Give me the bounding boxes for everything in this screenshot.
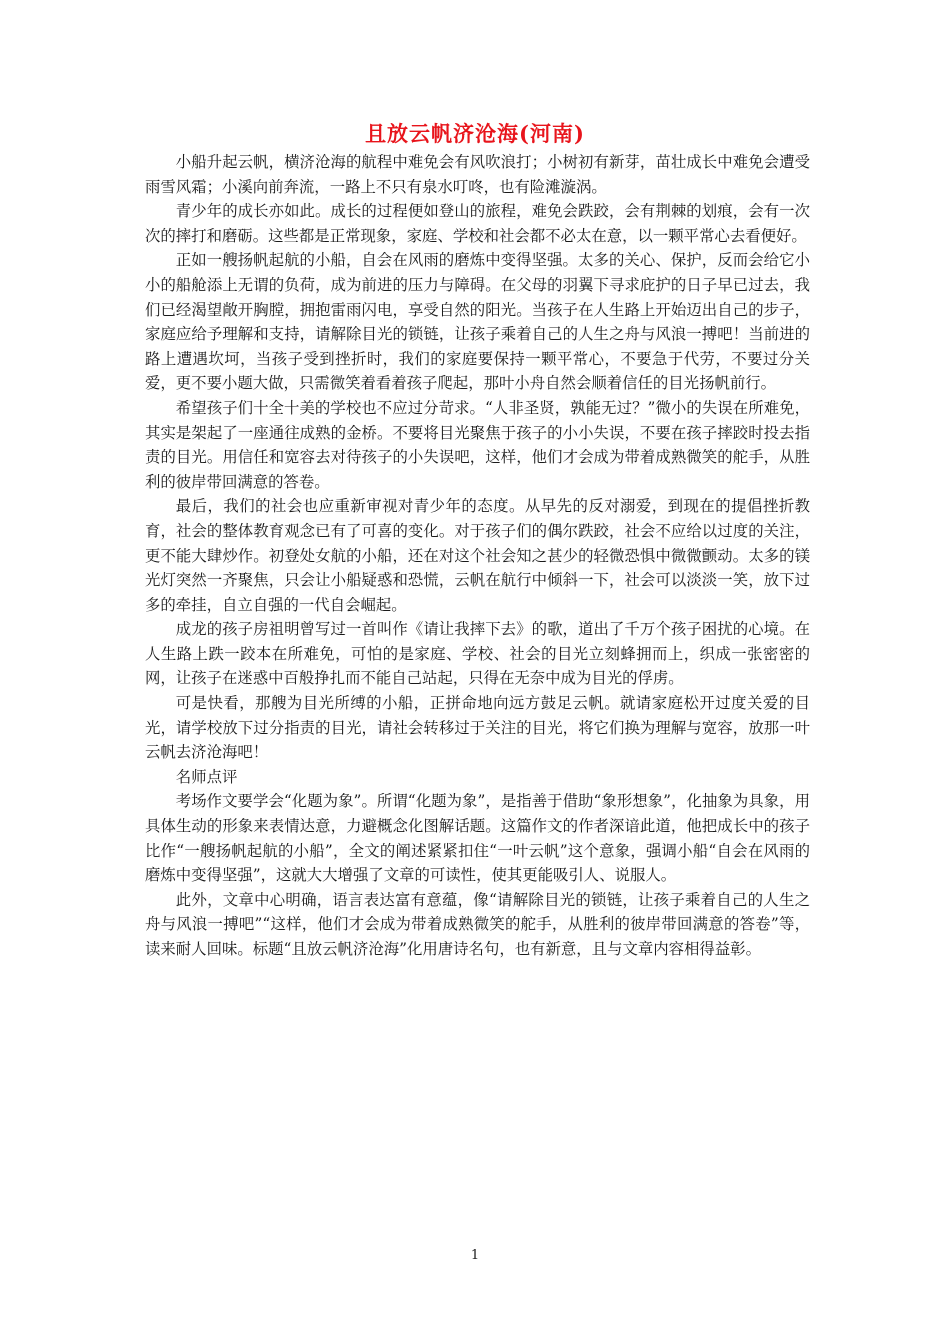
paragraph: 青少年的成长亦如此。成长的过程便如登山的旅程，难免会跌跤，会有荆棘的划痕，会有一次次的摔打和磨砺。这些都是正常现象，家庭、学校和社会都不必太在意，以一颗平常心去看便好。 (145, 202, 810, 245)
paragraph: 正如一艘扬帆起航的小船，自会在风雨的磨炼中变得坚强。太多的关心、保护，反而会给它小小的船舱添上无谓的负荷，成为前进的压力与障碍。在父母的羽翼下寻求庇护的日子早已过去，我们已经渴望敞开胸膛，拥抱雷雨闪电，享受自然的阳光。当孩子在人生路上开始迈出自己的步子，家庭应给予理解和支持，请解除目光的锁链，让孩子乘着自己的人生之舟与风浪一搏吧！当前进的路上遭遇坎坷，当孩子受到挫折时，我们的家庭要保持一颗平常心，不要急于代劳，不要过分关爱，更不要小题大做，只需微笑着看着孩子爬起，那叶小舟自然会顺着信任的目光扬帆前行。 (145, 251, 810, 393)
paragraph: 希望孩子们十全十美的学校也不应过分苛求。“人非圣贤，孰能无过？”微小的失误在所难免，其实是架起了一座通往成熟的金桥。不要将目光聚焦于孩子的小小失误，不要在孩子摔跤时投去指责的目光。用信任和宽容去对待孩子的小失误吧，这样，他们才会成为带着成熟微笑的舵手，从胜利的彼岸带回满意的答卷。 (145, 398, 810, 491)
paragraph: 考场作文要学会“化题为象”。所谓“化题为象”，是指善于借助“象形想象”，化抽象为具象，用具体生动的形象来表情达意，力避概念化图解话题。这篇作文的作者深谙此道，他把成长中的孩子比作“一艘扬帆起航的小船”，全文的阐述紧紧扣住“一叶云帆”这个意象，强调小船“自会在风雨的磨炼中变得坚强”，这就大大增强了文章的可读性，使其更能吸引人、说服人。 (145, 792, 810, 885)
comment-heading: 名师点评 (175, 767, 238, 786)
paragraph: 此外，文章中心明确，语言表达富有意蕴，像“请解除目光的锁链，让孩子乘着自己的人生之舟与风浪一搏吧”“这样，他们才会成为带着成熟微笑的舵手，从胜利的彼岸带回满意的答卷”等，读来耐人回味。标题“且放云帆济沧海”化用唐诗名句，也有新意，且与文章内容相得益彰。 (145, 890, 810, 958)
paragraph: 最后，我们的社会也应重新审视对青少年的态度。从早先的反对溺爱，到现在的提倡挫折教育，社会的整体教育观念已有了可喜的变化。对于孩子们的偶尔跌跤，社会不应给以过度的关注，更不能大肆炒作。初登处女航的小船，还在对这个社会知之甚少的轻微恐惧中微微颤动。太多的镁光灯突然一齐聚焦，只会让小船疑惑和恐慌，云帆在航行中倾斜一下，社会可以淡淡一笑，放下过多的牵挂，自立自强的一代自会崛起。 (145, 497, 810, 614)
paragraph: 可是快看，那艘为目光所缚的小船，正拼命地向远方鼓足云帆。就请家庭松开过度关爱的目光，请学校放下过分指责的目光，请社会转移过于关注的目光，将它们换为理解与宽容，放那一叶云帆去济沧海吧！ (145, 694, 810, 762)
page-number: 1 (470, 1248, 480, 1263)
document-body (145, 150, 810, 962)
paragraph: 成龙的孩子房祖明曾写过一首叫作《请让我摔下去》的歌，道出了千万个孩子困扰的心境。在人生路上跌一跤本在所难免，可怕的是家庭、学校、社会的目光立刻蜂拥而上，织成一张密密的网，让孩子在迷惑中百般挣扎而不能自己站起，只得在无奈中成为目光的俘虏。 (145, 620, 810, 688)
paragraph: 小船升起云帆，横济沧海的航程中难免会有风吹浪打；小树初有新芽，苗壮成长中难免会遭受雨雪风霜；小溪向前奔流，一路上不只有泉水叮咚，也有险滩漩涡。 (145, 153, 810, 196)
document-title: 且放云帆济沧海(河南) (365, 121, 585, 146)
